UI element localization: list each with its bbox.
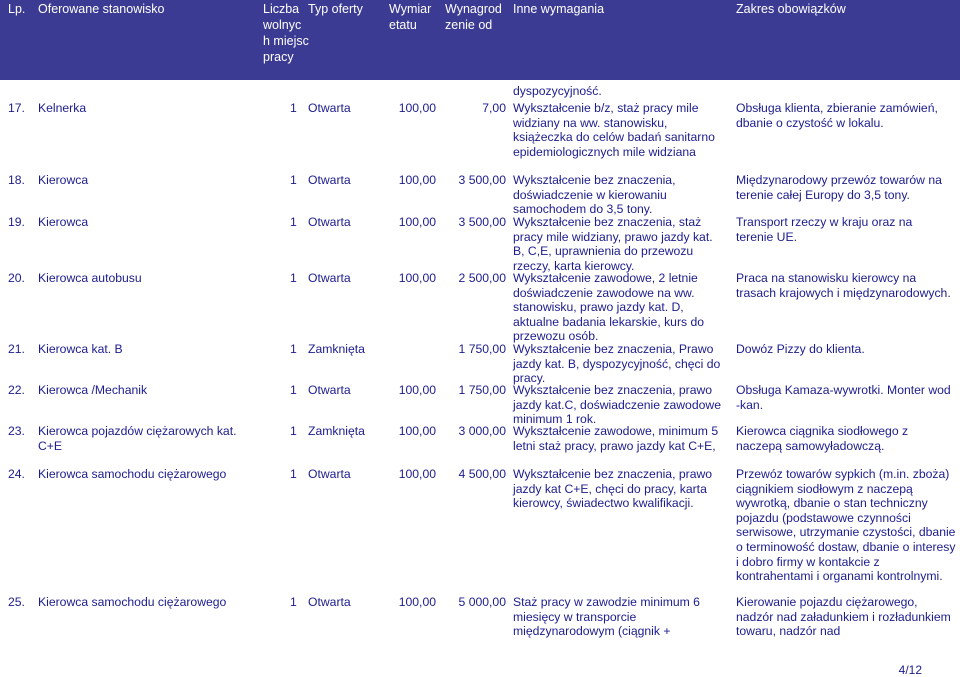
row-liczba: 1	[290, 215, 297, 229]
carryover-text: dyspozycyjność.	[513, 84, 602, 98]
row-wymagania: Wykształcenie b/z, staż pracy mile widziany na ww. stanowisku, książeczka do celów badań sanitarno epidemiologicznych mile widziana	[513, 101, 715, 159]
header-typ: Typ oferty	[308, 2, 363, 16]
header-stanowisko: Oferowane stanowisko	[38, 2, 165, 16]
row-zakres: Międzynarodowy przewóz towarów na terenie całej Europy do 3,5 tony.	[736, 173, 942, 202]
row-liczba: 1	[290, 271, 297, 285]
row-liczba: 1	[290, 101, 297, 115]
row-wymagania: Wykształcenie zawodowe, minimum 5 letni staż pracy, prawo jazdy kat C+E,	[513, 424, 719, 453]
row-wymiar: 100,00	[398, 595, 436, 609]
row-stanowisko: Kierowca autobusu	[38, 271, 142, 285]
row-typ: Otwarta	[308, 383, 351, 397]
row-zakres: Kierowca ciągnika siodłowego z naczepą samowyładowczą.	[736, 424, 909, 453]
row-liczba: 1	[290, 383, 297, 397]
row-typ: Otwarta	[308, 215, 351, 229]
row-wynagrodzenie: 3 000,00	[458, 424, 506, 438]
header-liczba: Liczba wolnyc h miejsc pracy	[263, 2, 309, 64]
row-zakres: Przewóz towarów sypkich (m.in. zboża) ciągnikiem siodłowym z naczepą wywrotką, dbanie o stan techniczny pojazdu (podstawowe czynności serwisowe, utrzymanie czystości, dbanie o terminowość dostaw, dbanie o interesy i dobro firmy w kontakcie z kontrahentami i organami kontrolnymi.	[736, 467, 956, 584]
row-wymiar: 100,00	[398, 215, 436, 229]
row-wymagania: Wykształcenie zawodowe, 2 letnie doświadczenie zawodowe na ww. stanowisku, prawo jazdy kat. D, aktualne badania lekarskie, kurs do przewozu osób.	[513, 271, 705, 344]
row-wymiar: 100,00	[398, 467, 436, 481]
table-header	[0, 0, 960, 80]
row-lp: 21.	[8, 342, 25, 356]
row-wymagania: Wykształcenie bez znaczenia, prawo jazdy kat C+E, chęci do pracy, karta kierowcy, świadectwo kwalifikacji.	[513, 467, 713, 511]
row-wymagania: Wykształcenie bez znaczenia, doświadczenie w kierowaniu samochodem do 3,5 tony.	[513, 173, 676, 217]
row-wynagrodzenie: 5 000,00	[458, 595, 506, 609]
row-lp: 23.	[8, 424, 25, 438]
row-lp: 25.	[8, 595, 25, 609]
row-wymiar: 100,00	[398, 271, 436, 285]
header-wynagrodzenie: Wynagrod zenie od	[445, 2, 502, 32]
row-zakres: Obsługa klienta, zbieranie zamówień, dbanie o czystość w lokalu.	[736, 101, 938, 130]
row-lp: 24.	[8, 467, 25, 481]
row-lp: 18.	[8, 173, 25, 187]
header-lp: Lp.	[8, 2, 26, 16]
row-typ: Zamknięta	[308, 424, 365, 438]
row-liczba: 1	[290, 595, 297, 609]
row-wymagania: Staż pracy w zawodzie minimum 6 miesięcy w transporcie międzynarodowym (ciągnik +	[513, 595, 700, 639]
row-lp: 19.	[8, 215, 25, 229]
row-wymiar: 100,00	[398, 383, 436, 397]
row-wymiar: 100,00	[398, 101, 436, 115]
row-wymagania: Wykształcenie bez znaczenia, staż pracy mile widziany, prawo jazdy kat. B, C,E, uprawnienia do przewozu rzeczy, karta kierowcy.	[513, 215, 713, 273]
row-typ: Otwarta	[308, 467, 351, 481]
row-stanowisko: Kierowca samochodu ciężarowego	[38, 595, 227, 609]
header-wymagania: Inne wymagania	[513, 2, 605, 16]
row-liczba: 1	[290, 424, 297, 438]
row-stanowisko: Kierowca samochodu ciężarowego	[38, 467, 227, 481]
row-typ: Otwarta	[308, 595, 351, 609]
row-typ: Otwarta	[308, 173, 351, 187]
row-stanowisko: Kierowca	[38, 215, 89, 229]
row-stanowisko: Kierowca /Mechanik	[38, 383, 148, 397]
row-zakres: Dowóz Pizzy do klienta.	[736, 342, 865, 356]
row-liczba: 1	[290, 173, 297, 187]
row-wymiar: 100,00	[398, 424, 436, 438]
row-wynagrodzenie: 3 500,00	[458, 215, 506, 229]
row-wymagania: Wykształcenie bez znaczenia, prawo jazdy kat.C, doświadczenie zawodowe minimum 1 rok.	[513, 383, 721, 427]
row-stanowisko: Kierowca kat. B	[38, 342, 123, 356]
row-typ: Otwarta	[308, 271, 351, 285]
row-liczba: 1	[290, 342, 297, 356]
header-zakres: Zakres obowiązków	[736, 2, 846, 16]
row-wynagrodzenie: 3 500,00	[458, 173, 506, 187]
row-wynagrodzenie: 1 750,00	[458, 383, 506, 397]
row-wynagrodzenie: 2 500,00	[458, 271, 506, 285]
row-zakres: Transport rzeczy w kraju oraz na terenie UE.	[736, 215, 913, 244]
row-wynagrodzenie: 4 500,00	[458, 467, 506, 481]
row-stanowisko: Kierowca pojazdów ciężarowych kat. C+E	[38, 424, 237, 453]
row-liczba: 1	[290, 467, 297, 481]
row-wymiar: 100,00	[398, 173, 436, 187]
row-zakres: Obsługa Kamaza-wywrotki. Monter wod -kan.	[736, 383, 951, 412]
row-zakres: Praca na stanowisku kierowcy na trasach krajowych i międzynarodowych.	[736, 271, 951, 300]
row-typ: Zamknięta	[308, 342, 365, 356]
row-stanowisko: Kelnerka	[38, 101, 87, 115]
row-wymagania: Wykształcenie bez znaczenia, Prawo jazdy kat. B, dyspozycyjność, chęci do pracy.	[513, 342, 721, 386]
page-number: 4/12	[898, 663, 922, 677]
row-stanowisko: Kierowca	[38, 173, 89, 187]
row-lp: 20.	[8, 271, 25, 285]
row-wynagrodzenie: 7,00	[482, 101, 506, 115]
header-wymiar: Wymiar etatu	[389, 2, 432, 32]
row-lp: 17.	[8, 101, 25, 115]
row-wynagrodzenie: 1 750,00	[458, 342, 506, 356]
row-lp: 22.	[8, 383, 25, 397]
row-typ: Otwarta	[308, 101, 351, 115]
row-zakres: Kierowanie pojazdu ciężarowego, nadzór nad załadunkiem i rozładunkiem towaru, nadzór nad	[736, 595, 951, 639]
